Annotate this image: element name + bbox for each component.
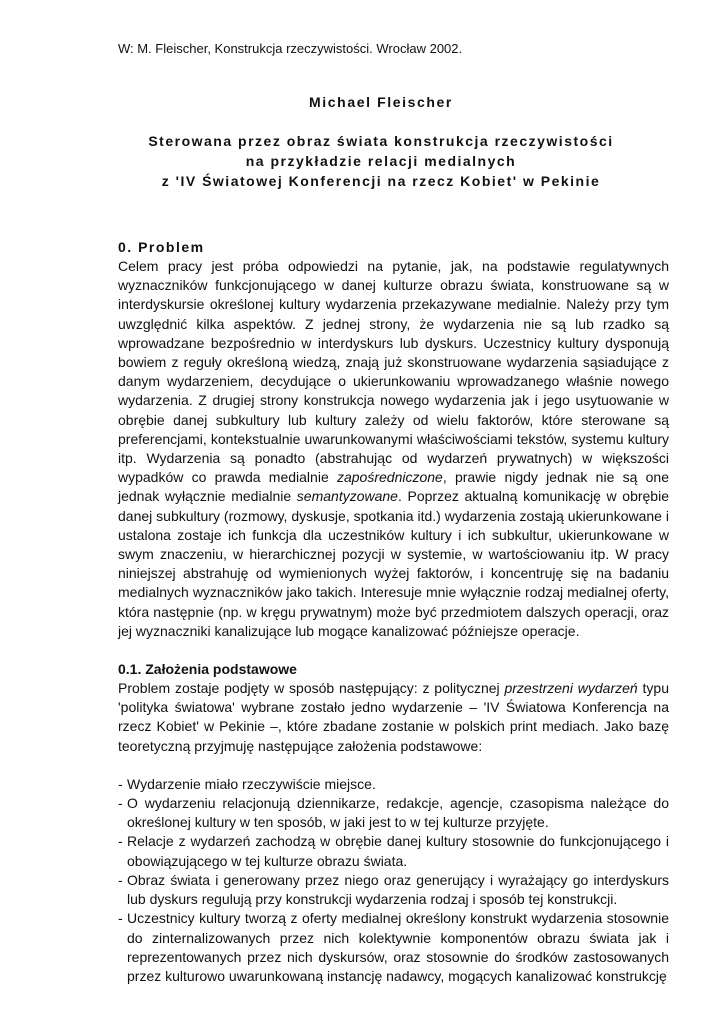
assumptions-list	[118, 775, 669, 986]
list-item	[118, 775, 669, 794]
paragraph-problem	[118, 257, 669, 641]
section-heading-assumptions: 0.1. Założenia podstawowe	[118, 661, 297, 678]
list-item	[118, 832, 669, 870]
title-line-2: na przykładzie relacji medialnych	[245, 153, 517, 169]
spacer	[118, 756, 669, 775]
document-body	[118, 238, 669, 986]
title-line-1: Sterowana przez obraz świata konstrukcja rzeczywistości	[148, 133, 614, 149]
list-item-text: Relacje z wydarzeń zachodzą w obrębie danej kultury stosownie do funkcjonującego i obowiązującego w tej kulturze obrazu świata.	[127, 833, 669, 869]
emphasis-run: zapośredniczone	[336, 469, 443, 486]
list-item-text: Obraz świata i generowany przez niego oraz generujący i wyrażający go interdyskurs lub dyskurs regulują przy konstrukcji wydarzenia rodzaj i sposób tej konstrukcji.	[127, 871, 669, 908]
text-run: . Poprzez aktualną komunikację w obrębie danej subkultury (rozmowy, dyskusje, spotkania itd.) wydarzenia zostają ukierunkowane i ustalona zostaje ich funkcja dla uczestników kultury i ich subkultur, ukierunkowane w swym znaczeniu, w hierarchicznej pozycji w systemie, w wartościowaniu itp. W pracy niniejszej abstrahuję od wymienionych wyżej faktorów, i koncentruję się na badaniu medialnych wyznaczników jako takich. Interesuje mnie wyłącznie rodzaj medialnej oferty, która następnie (np. w kręgu prywatnym) może być przedmiotem dalszych operacji, oraz jej wyznaczniki kanalizujące lub mogące kanalizować późniejsze operacje.	[118, 488, 669, 639]
list-item	[118, 794, 669, 832]
text-run: Problem zostaje podjęty w sposób następujący: z politycznej	[118, 680, 505, 697]
text-run: , prawie nigdy jednak nie są one jednak wyłącznie medialnie	[118, 469, 669, 505]
list-dash: -	[118, 775, 123, 792]
text-run: typu 'polityka światowa' wybrane zostało jedno wydarzenie – 'IV Światowa Konferencja na rzecz Kobiet' w Pekinie –, które zbadane zostanie w polskich print mediach. Jako bazę teoretyczną przyjmuję następujące założenia podstawowe:	[118, 680, 669, 754]
list-item-text: Uczestnicy kultury tworzą z oferty medialnej określony konstrukt wydarzenia stosownie do zinternalizowanych przez nich kolektywnie komponentów obrazu świata jak i reprezentowanych przez nich dyskursów, oraz stosownie do środków zastosowanych przez kulturowo uwarunkowaną instancję nadawcy, mogących kanalizować konstrukcję	[127, 910, 669, 984]
list-dash: -	[118, 871, 123, 888]
author-name: Michael Fleischer	[309, 94, 453, 110]
list-dash: -	[118, 833, 123, 850]
list-item-text: O wydarzeniu relacjonują dziennikarze, redakcje, agencje, czasopisma należące do określonej kultury w ten sposób, w jaki jest to w tej kulturze przyjęte.	[127, 795, 669, 831]
list-dash: -	[118, 910, 123, 927]
list-item-text: Wydarzenie miało rzeczywiście miejsce.	[127, 775, 376, 792]
list-item	[118, 871, 669, 909]
paragraph-assumptions	[118, 679, 669, 756]
emphasis-run: semantyzowane	[296, 488, 398, 505]
title-line-3: z 'IV Światowej Konferencji na rzecz Kobiet' w Pekinie	[161, 173, 601, 189]
list-item	[118, 909, 669, 986]
document-title	[0, 131, 724, 191]
source-citation: W: M. Fleischer, Konstrukcja rzeczywistości. Wrocław 2002.	[118, 41, 463, 56]
emphasis-run: przestrzeni wydarzeń	[504, 680, 638, 697]
text-run: Celem pracy jest próba odpowiedzi na pytanie, jak, na podstawie regulatywnych wyznaczników funkcjonującego w danej kulturze obrazu świata, konstruowane są w interdyskursie określonej kultury wydarzenia przekazywane medialnie. Należy przy tym uwzględnić kilka aspektów. Z jednej strony, że wydarzenia nie są lub rzadko są wprowadzane bezpośrednio w interdyskurs lub dyskurs. Uczestnicy kultury dysponują bowiem z reguły określoną wiedzą, znają już skonstruowane wydarzenia sąsiadujące z danym wydarzeniem, decydujące o ukierunkowaniu wprowadzanego właśnie nowego wydarzenia. Z drugiej strony konstrukcja nowego wydarzenia jak i jego usytuowanie w obrębie danej subkultury lub kultury zależy od wielu faktorów, które sterowane są preferencjami, kontekstualnie uwarunkowanymi właściwościami tekstów, systemu kultury itp. Wydarzenia są ponadto (abstrahując od wydarzeń prywatnych) w większości wypadków co prawda medialnie	[118, 258, 669, 486]
list-dash: -	[118, 795, 123, 812]
section-heading-problem: 0. Problem	[118, 239, 205, 255]
